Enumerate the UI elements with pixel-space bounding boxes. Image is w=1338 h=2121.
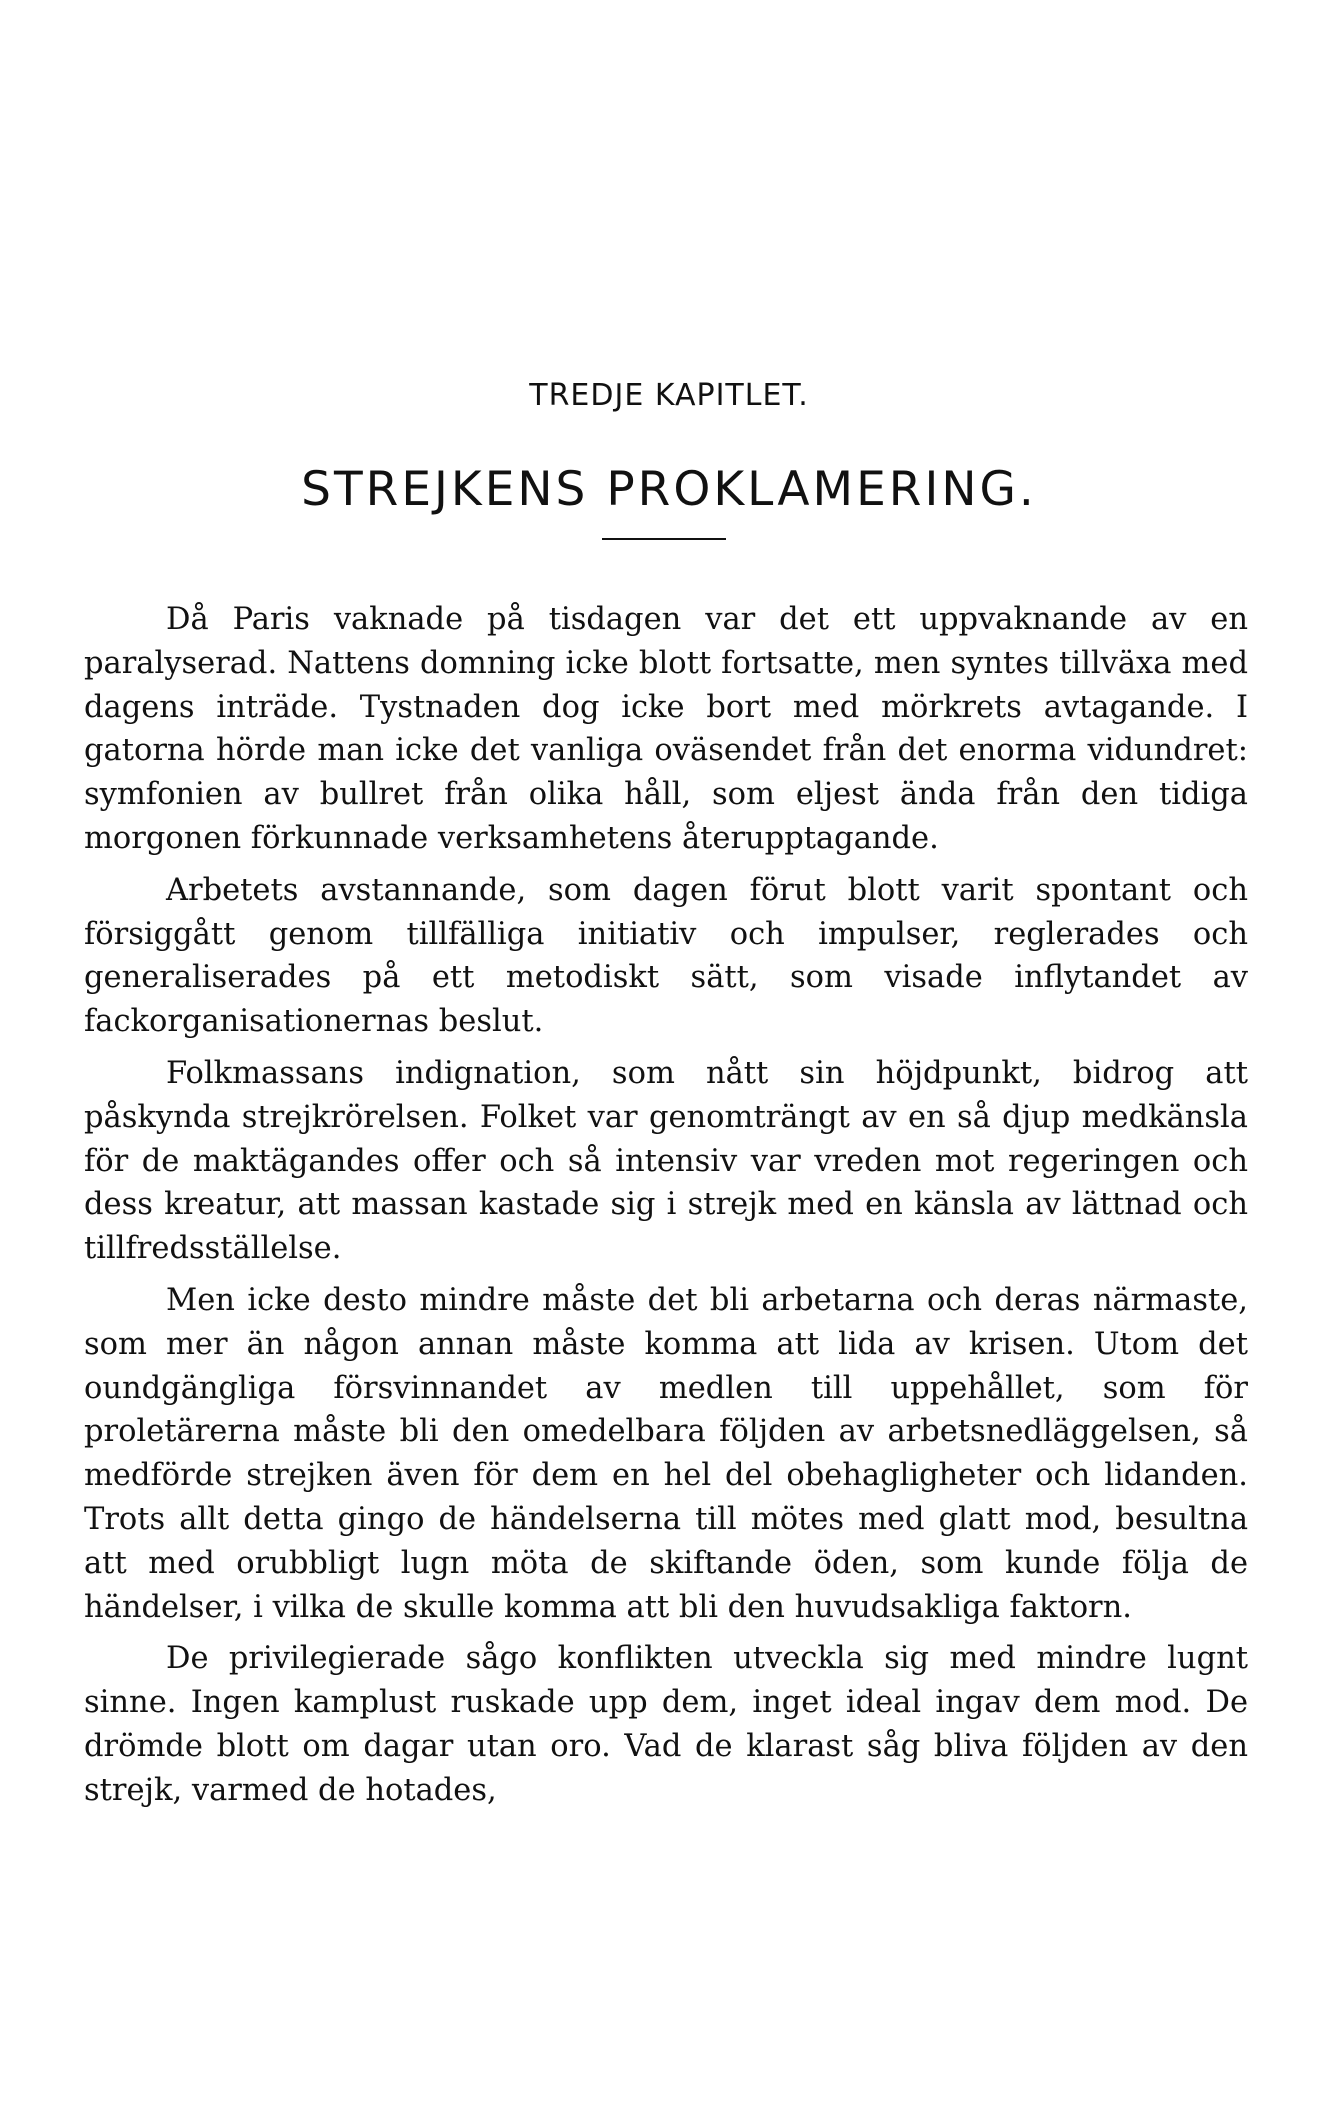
chapter-title: STREJKENS PROKLAMERING. xyxy=(301,462,1037,517)
paragraph: Men icke desto mindre måste det bli arbetarna och deras närmaste, som mer än någon annan måste komma att lida av krisen. Utom det oundgängliga försvinnandet av medlen till uppehållet, som för proletärerna måste bli den omedelbara följden av arbetsnedläggelsen, så medförde strejken även för dem en hel del obehagligheter och lidanden. Trots allt detta gingo de händelserna till mötes med glatt mod, besultna att med orubbligt lugn möta de skiftande öden, som kunde följa de händelser, i vilka de skulle komma att bli den huvudsakliga faktorn. xyxy=(84,1282,1248,1625)
title-divider xyxy=(602,538,726,540)
chapter-body xyxy=(84,598,1248,1821)
paragraph: Då Paris vaknade på tisdagen var det ett uppvaknande av en paralyserad. Nattens domning icke blott fortsatte, men syntes tillväxa med dagens inträde. Tystnaden dog icke bort med mörkrets avtagande. I gatorna hörde man icke det vanliga oväsendet från det enorma vidundret: symfonien av bullret från olika håll, som eljest ända från den tidiga morgonen förkunnade verksamhetens återupptagande. xyxy=(84,602,1248,856)
paragraph: De privilegierade sågo konflikten utveckla sig med mindre lugnt sinne. Ingen kamplust ruskade upp dem, inget ideal ingav dem mod. De drömde blott om dagar utan oro. Vad de klarast såg bliva följden av den strejk, varmed de hotades, xyxy=(84,1641,1248,1808)
chapter-label: TREDJE KAPITLET. xyxy=(529,378,809,413)
paragraph: Arbetets avstannande, som dagen förut blott varit spontant och försiggått genom tillfälliga initiativ och impulser, reglerades och generaliserades på ett metodiskt sätt, som visade inflytandet av fackorganisationernas beslut. xyxy=(84,872,1248,1040)
paragraph: Folkmassans indignation, som nått sin höjdpunkt, bidrog att påskynda strejkrörelsen. Folket var genomträngt av en så djup medkänsla för de maktägandes offer och så intensiv var vreden mot regeringen och dess kreatur, att massan kastade sig i strejk med en känsla av lättnad och tillfredsställelse. xyxy=(84,1055,1248,1267)
